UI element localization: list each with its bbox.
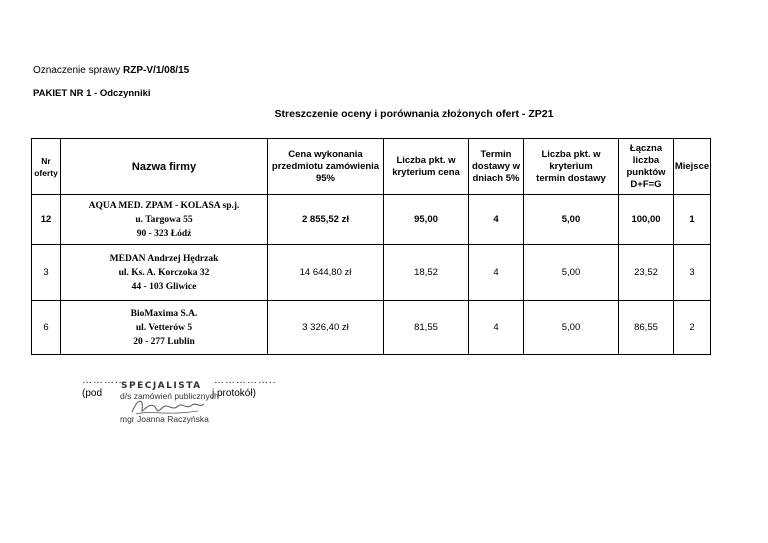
col-total-header: Łączna liczba punktów D+F=G — [619, 139, 674, 195]
total-points: 100,00 — [619, 195, 674, 245]
col-term-points-header: Liczba pkt. w kryterium termin dostawy — [524, 139, 619, 195]
table-row — [32, 245, 711, 301]
col-term-header: Termin dostawy w dniach 5% — [469, 139, 524, 195]
price-points: 95,00 — [384, 195, 469, 245]
term-points: 5,00 — [524, 195, 619, 245]
case-number: RZP-V/1/08/15 — [123, 65, 190, 76]
place: 2 — [674, 301, 711, 355]
price-points: 18,52 — [384, 245, 469, 301]
offers-table — [31, 138, 711, 355]
offer-nr: 12 — [32, 195, 61, 245]
case-reference — [33, 65, 189, 76]
price: 2 855,52 zł — [268, 195, 384, 245]
delivery-term: 4 — [469, 245, 524, 301]
delivery-term: 4 — [469, 195, 524, 245]
place: 1 — [674, 195, 711, 245]
col-price-header: Cena wykonania przedmiotu zamówienia 95% — [268, 139, 384, 195]
signature-note-left: (pod — [82, 388, 103, 399]
offer-nr: 6 — [32, 301, 61, 355]
price-points: 81,55 — [384, 301, 469, 355]
signature-dots-right: …………….. — [214, 375, 277, 386]
table-row — [32, 301, 711, 355]
col-nr-header: Nr oferty — [32, 139, 61, 195]
term-points: 5,00 — [524, 245, 619, 301]
place: 3 — [674, 245, 711, 301]
table-header-row — [32, 139, 711, 195]
stamp-name: mgr Joanna Raczyńska — [120, 414, 209, 424]
firm-name: AQUA MED. ZPAM - KOLASA sp.j. u. Targowa 55 90 - 323 Łódź — [61, 195, 268, 245]
col-firm-header: Nazwa firmy — [61, 139, 268, 195]
total-points: 86,55 — [619, 301, 674, 355]
signature-note-right: j protokół) — [212, 388, 256, 399]
offer-nr: 3 — [32, 245, 61, 301]
table-row — [32, 195, 711, 245]
delivery-term: 4 — [469, 301, 524, 355]
total-points: 23,52 — [619, 245, 674, 301]
firm-name: MEDAN Andrzej Hędrzak ul. Ks. A. Korczoka 32 44 - 103 Gliwice — [61, 245, 268, 301]
col-place-header: Miejsce — [674, 139, 711, 195]
document-title: Streszczenie oceny i porównania złożonych ofert - ZP21 — [274, 108, 554, 120]
case-label: Oznaczenie sprawy — [33, 65, 121, 76]
price: 3 326,40 zł — [268, 301, 384, 355]
price: 14 644,80 zł — [268, 245, 384, 301]
firm-name: BioMaxima S.A. ul. Vetterów 5 20 - 277 Lublin — [61, 301, 268, 355]
term-points: 5,00 — [524, 301, 619, 355]
signature-dots-left: ……….. — [82, 375, 123, 386]
col-price-points-header: Liczba pkt. w kryterium cena — [384, 139, 469, 195]
stamp-subtitle: d/s zamówień publicznych — [120, 391, 219, 401]
package-title: PAKIET NR 1 - Odczynniki — [33, 88, 151, 99]
stamp-title: SPECJALISTA — [121, 381, 202, 391]
